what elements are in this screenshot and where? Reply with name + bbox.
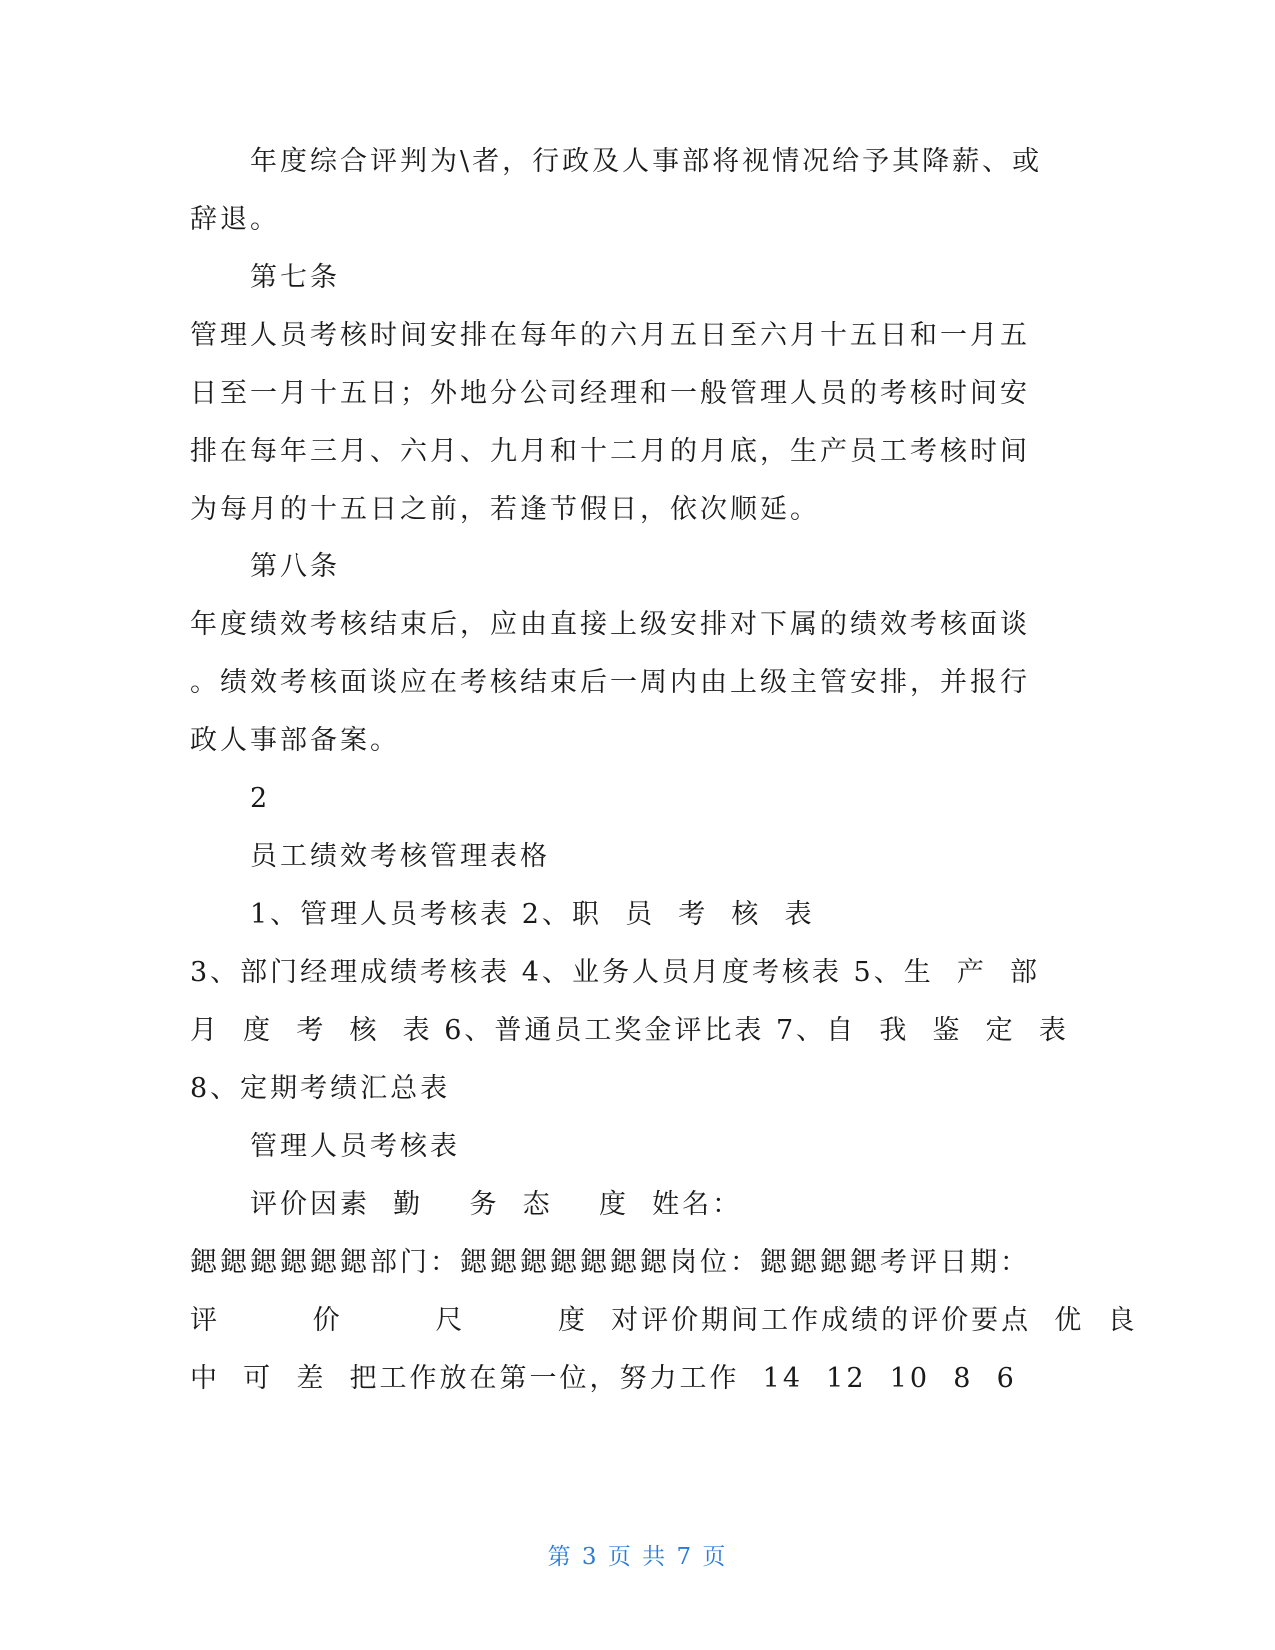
paragraph-line: 。绩效考核面谈应在考核结束后一周内由上级主管安排，并报行 — [190, 667, 1030, 698]
form-list-line: 月 度 考 核 表 6、普通员工奖金评比表 7、自 我 鉴 定 表 — [190, 1015, 1069, 1046]
paragraph-line: 排在每年三月、六月、九月和十二月的月底，生产员工考核时间 — [190, 436, 1030, 467]
form-list-line: 1、管理人员考核表 2、职 员 考 核 表 — [250, 899, 815, 930]
form-list-line: 3、部门经理成绩考核表 4、业务人员月度考核表 5、生 产 部 — [190, 957, 1041, 988]
paragraph-line: 为每月的十五日之前，若逢节假日，依次顺延。 — [190, 494, 820, 525]
paragraph-line: 日至一月十五日；外地分公司经理和一般管理人员的考核时间安 — [190, 378, 1030, 409]
table-title: 管理人员考核表 — [250, 1131, 460, 1162]
table-criteria-line: 评 价 尺 度 对评价期间工作成绩的评价要点 优 良 — [190, 1305, 1138, 1336]
table-row-line: 中 可 差 把工作放在第一位，努力工作 14 12 10 8 6 — [190, 1363, 1017, 1394]
article-heading: 第八条 — [250, 551, 340, 582]
form-list-line: 8、定期考绩汇总表 — [190, 1073, 451, 1104]
page-number-footer: 第 3 页 共 7 页 — [547, 1544, 728, 1570]
paragraph-line: 辞退。 — [190, 204, 280, 235]
paragraph-line: 年度综合评判为\者，行政及人事部将视情况给予其降薪、或 — [250, 146, 1043, 177]
paragraph-line: 政人事部备案。 — [190, 725, 400, 756]
section-title: 员工绩效考核管理表格 — [250, 841, 550, 872]
article-heading: 第七条 — [250, 262, 340, 293]
table-header-line: 评价因素 勤 务 态 度 姓名： — [250, 1189, 743, 1220]
paragraph-line: 年度绩效考核结束后，应由直接上级安排对下属的绩效考核面谈 — [190, 609, 1030, 640]
table-info-line: 鍶鍶鍶鍶鍶鍶部门：鍶鍶鍶鍶鍶鍶鍶岗位：鍶鍶鍶鍶考评日期： — [190, 1247, 1030, 1278]
paragraph-line: 管理人员考核时间安排在每年的六月五日至六月十五日和一月五 — [190, 320, 1030, 351]
section-number: 2 — [250, 783, 271, 814]
